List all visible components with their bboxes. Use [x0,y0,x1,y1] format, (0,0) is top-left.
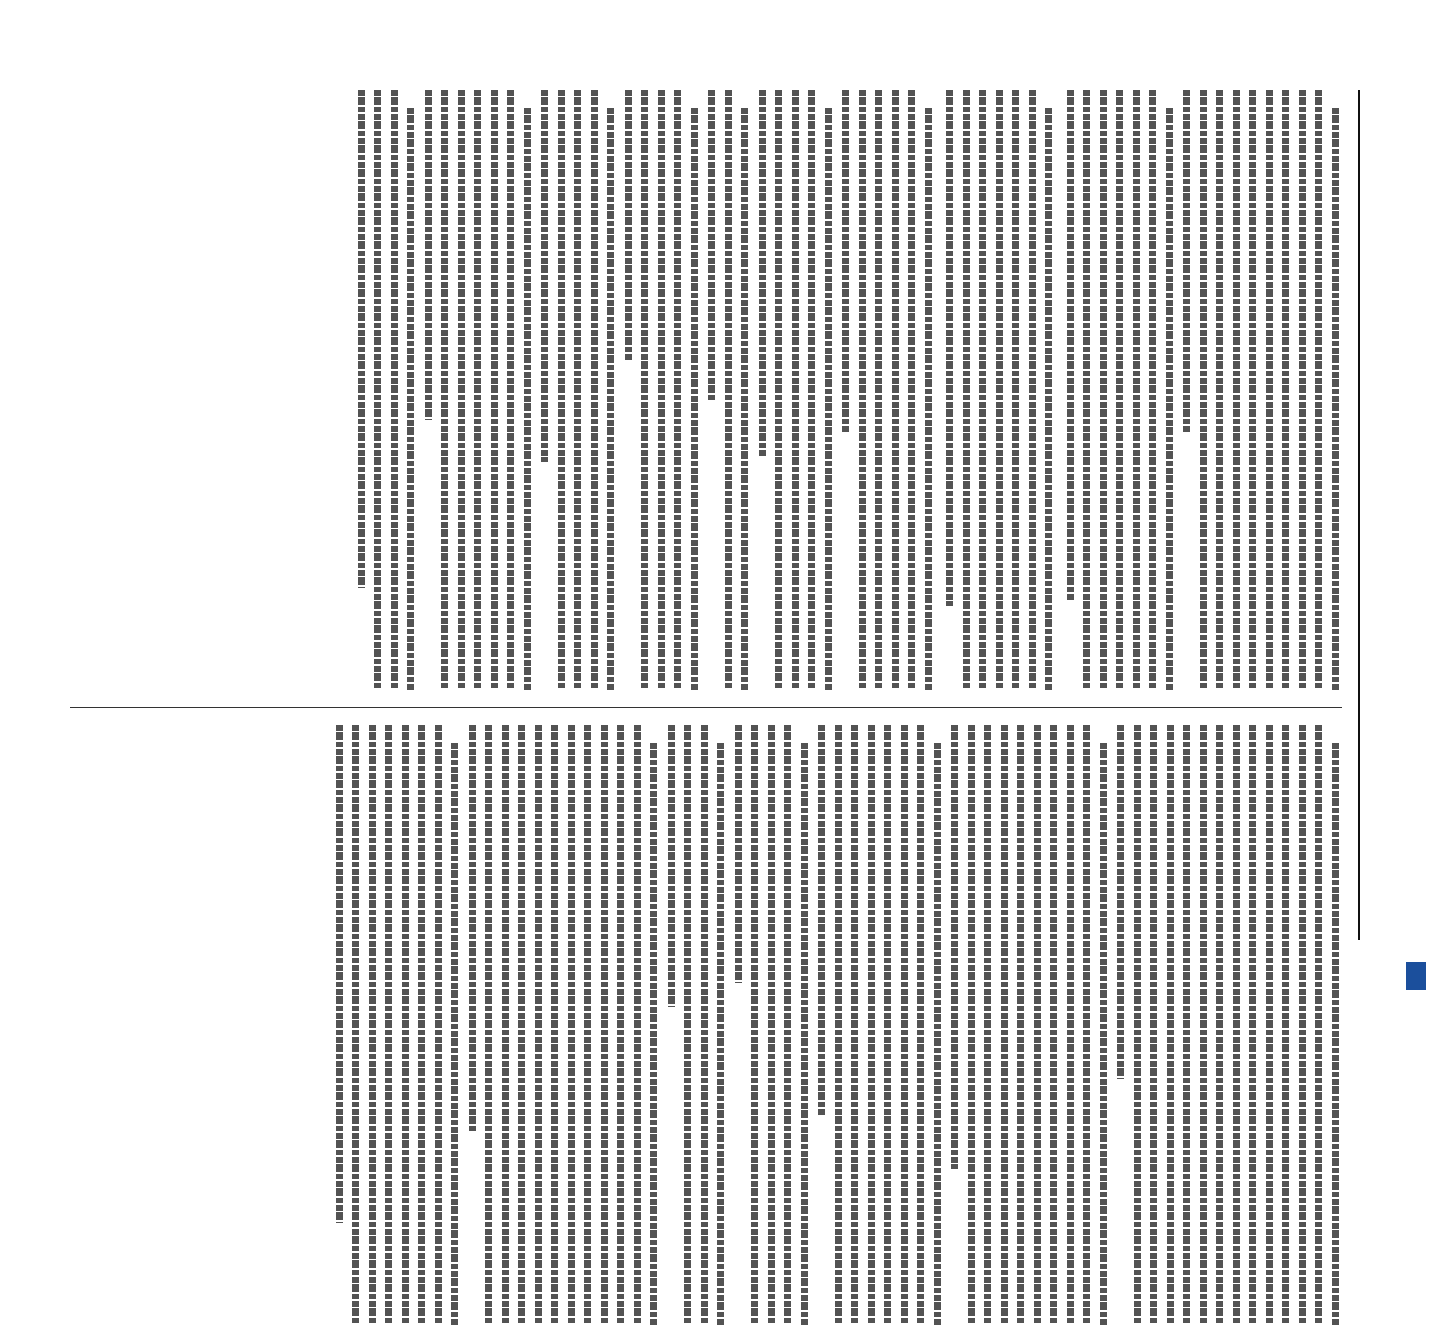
right-text-line [562,725,576,1325]
illegible-text-placeholder [876,90,883,690]
illegible-text-placeholder [675,90,682,690]
left-text-line [1326,90,1340,690]
illegible-text-placeholder [568,725,575,1325]
right-text-line [1326,725,1340,1325]
illegible-text-placeholder [524,108,531,690]
illegible-text-placeholder [691,108,698,690]
right-text-line [1077,725,1091,1325]
illegible-text-placeholder [452,743,459,1325]
left-paragraph [702,90,749,690]
illegible-text-placeholder [625,90,632,360]
illegible-text-placeholder [491,90,498,690]
right-text-line [1028,725,1042,1325]
illegible-text-placeholder [1134,725,1141,1325]
left-text-line [1023,90,1037,690]
left-text-line [468,90,482,690]
right-text-line [512,725,526,1325]
illegible-text-placeholder [859,90,866,690]
illegible-text-placeholder [809,90,816,690]
column-divider [70,707,1342,708]
left-text-line [1160,90,1174,690]
left-text-line [518,90,532,690]
illegible-text-placeholder [1166,108,1173,690]
illegible-text-placeholder [458,90,465,690]
illegible-text-placeholder [996,90,1003,690]
right-text-line [545,725,559,1325]
left-text-line [869,90,883,690]
left-text-line [919,90,933,690]
left-text-line [819,90,833,690]
left-text-line [601,90,615,690]
left-text-line [786,90,800,690]
illegible-text-placeholder [1250,725,1257,1325]
left-text-line [735,90,749,690]
illegible-text-placeholder [442,90,449,690]
right-text-line [1044,725,1058,1325]
illegible-text-placeholder [634,725,641,1325]
illegible-text-placeholder [386,725,393,1325]
illegible-text-placeholder [1266,725,1273,1325]
left-text-line [769,90,783,690]
illegible-text-placeholder [1332,743,1339,1325]
illegible-text-placeholder [709,90,716,402]
right-text-line [429,725,443,1325]
right-text-line [1111,725,1125,1325]
right-text-line [962,725,976,1325]
right-text-line [644,725,658,1325]
illegible-text-placeholder [558,90,565,690]
illegible-text-placeholder [1029,90,1036,690]
right-text-line [895,725,909,1325]
illegible-text-placeholder [651,743,658,1325]
illegible-text-placeholder [519,725,526,1325]
illegible-text-placeholder [1184,90,1191,432]
left-text-line [1210,90,1224,690]
right-text-line [795,725,809,1325]
right-text-line [829,725,843,1325]
left-paragraph [753,90,833,690]
left-text-line [419,90,433,690]
illegible-text-placeholder [768,725,775,1325]
illegible-text-placeholder [1046,108,1053,690]
illegible-text-placeholder [968,725,975,1325]
right-text-line [529,725,543,1325]
illegible-text-placeholder [1266,90,1273,690]
left-text-line [635,90,649,690]
right-text-line [1276,725,1290,1325]
right-text-line [346,725,360,1325]
illegible-text-placeholder [575,90,582,690]
left-text-line [1194,90,1208,690]
illegible-text-placeholder [658,90,665,690]
illegible-text-placeholder [1299,725,1306,1325]
right-text-line [1293,725,1307,1325]
illegible-text-placeholder [425,90,432,420]
illegible-text-placeholder [1118,725,1125,1079]
illegible-text-placeholder [1117,90,1124,690]
right-text-line [711,725,725,1325]
illegible-text-placeholder [1332,108,1339,690]
illegible-text-placeholder [1217,90,1224,690]
right-text-line [1128,725,1142,1325]
left-text-line [585,90,599,690]
illegible-text-placeholder [1100,90,1107,690]
right-text-line [396,725,410,1325]
left-text-line [1293,90,1307,690]
left-text-line [401,90,415,690]
illegible-text-placeholder [1316,725,1323,1325]
illegible-text-placeholder [1233,90,1240,690]
right-text-line [862,725,876,1325]
illegible-text-placeholder [1013,90,1020,690]
illegible-text-placeholder [408,108,415,690]
illegible-text-placeholder [1150,90,1157,690]
left-text-line [853,90,867,690]
right-text-line [812,725,826,1325]
right-text-line [745,725,759,1325]
illegible-text-placeholder [369,725,376,1325]
illegible-text-placeholder [776,90,783,690]
right-text-line [1227,725,1241,1325]
left-text-line [886,90,900,690]
right-text-line [363,725,377,1325]
illegible-text-placeholder [1084,725,1091,1325]
right-text-line [878,725,892,1325]
illegible-text-placeholder [685,725,692,1325]
illegible-text-placeholder [892,90,899,690]
illegible-text-placeholder [1299,90,1306,690]
page-header [1358,90,1396,940]
right-paragraph [662,725,725,1325]
illegible-text-placeholder [901,725,908,1325]
illegible-text-placeholder [801,743,808,1325]
left-paragraph [352,90,415,690]
right-text-line [1144,725,1158,1325]
right-text-line [1260,725,1274,1325]
illegible-text-placeholder [336,725,343,1223]
left-text-line [973,90,987,690]
illegible-text-placeholder [985,725,992,1325]
illegible-text-placeholder [792,90,799,690]
illegible-text-placeholder [1250,90,1257,690]
illegible-text-placeholder [608,108,615,690]
illegible-text-placeholder [1233,725,1240,1325]
digitization-banner [1398,0,1432,1000]
left-text-line [1177,90,1191,690]
illegible-text-placeholder [1100,743,1107,1325]
right-text-column [70,725,1342,1325]
illegible-text-placeholder [486,725,493,1325]
left-text-line [1061,90,1075,690]
left-text-line [1039,90,1053,690]
right-text-line [762,725,776,1325]
illegible-text-placeholder [868,725,875,1325]
left-text-line [668,90,682,690]
left-text-line [1127,90,1141,690]
illegible-text-placeholder [642,90,649,690]
illegible-text-placeholder [358,90,365,588]
illegible-text-placeholder [535,725,542,1325]
illegible-text-placeholder [819,725,826,1115]
illegible-text-placeholder [1067,90,1074,600]
left-text-line [552,90,566,690]
right-paragraph [945,725,1107,1325]
illegible-text-placeholder [435,725,442,1325]
right-text-line [611,725,625,1325]
right-text-line [678,725,692,1325]
illegible-text-placeholder [1283,90,1290,690]
right-paragraph [1111,725,1339,1325]
illegible-text-placeholder [375,90,382,690]
left-text-line [1143,90,1157,690]
left-text-line [652,90,666,690]
illegible-text-placeholder [934,743,941,1325]
right-text-line [1161,725,1175,1325]
illegible-text-placeholder [1001,725,1008,1325]
right-text-line [1309,725,1323,1325]
left-text-line [836,90,850,690]
left-paragraph [535,90,615,690]
left-text-line [1094,90,1108,690]
right-text-line [479,725,493,1325]
right-text-line [578,725,592,1325]
right-text-line [595,725,609,1325]
left-text-line [568,90,582,690]
illegible-text-placeholder [1133,90,1140,690]
left-text-column [70,90,1342,690]
illegible-text-placeholder [825,108,832,690]
right-text-line [778,725,792,1325]
illegible-text-placeholder [1283,725,1290,1325]
illegible-text-placeholder [1167,725,1174,1325]
left-text-line [1243,90,1257,690]
illegible-text-placeholder [1151,725,1158,1325]
left-text-line [452,90,466,690]
illegible-text-placeholder [585,725,592,1325]
illegible-text-placeholder [1217,725,1224,1325]
illegible-text-placeholder [925,108,932,690]
illegible-text-placeholder [963,90,970,690]
illegible-text-placeholder [852,725,859,1325]
left-text-line [435,90,449,690]
illegible-text-placeholder [835,725,842,1325]
illegible-text-placeholder [502,725,509,1325]
illegible-text-placeholder [701,725,708,1325]
illegible-text-placeholder [601,725,608,1325]
illegible-text-placeholder [1200,90,1207,690]
left-text-line [485,90,499,690]
illegible-text-placeholder [469,725,476,1133]
illegible-text-placeholder [1051,725,1058,1325]
right-text-line [1243,725,1257,1325]
illegible-text-placeholder [735,725,742,983]
illegible-text-placeholder [885,725,892,1325]
left-text-line [1260,90,1274,690]
left-text-line [535,90,549,690]
illegible-text-placeholder [752,725,759,1325]
left-text-line [1227,90,1241,690]
left-text-line [1110,90,1124,690]
right-text-line [928,725,942,1325]
left-text-line [1077,90,1091,690]
left-paragraph [1061,90,1174,690]
left-text-line [501,90,515,690]
illegible-text-placeholder [353,725,360,1325]
illegible-text-placeholder [742,108,749,690]
illegible-text-placeholder [668,725,675,1007]
left-text-line [352,90,366,690]
illegible-text-placeholder [909,90,916,690]
dfg-logo-icon [1406,962,1426,990]
left-paragraph [419,90,532,690]
illegible-text-placeholder [1184,725,1191,1325]
left-text-line [368,90,382,690]
right-text-line [379,725,393,1325]
right-text-line [662,725,676,1325]
illegible-text-placeholder [475,90,482,690]
right-text-line [1194,725,1208,1325]
right-paragraph [729,725,809,1325]
left-text-line [685,90,699,690]
illegible-text-placeholder [843,90,850,432]
right-text-line [496,725,510,1325]
left-text-line [990,90,1004,690]
right-text-line [1177,725,1191,1325]
left-text-line [902,90,916,690]
illegible-text-placeholder [552,725,559,1325]
left-text-line [802,90,816,690]
illegible-text-placeholder [419,725,426,1325]
illegible-text-placeholder [508,90,515,690]
left-text-line [957,90,971,690]
right-text-line [1011,725,1025,1325]
illegible-text-placeholder [947,90,954,606]
right-text-line [729,725,743,1325]
right-text-line [628,725,642,1325]
left-paragraph [1177,90,1339,690]
illegible-text-placeholder [391,90,398,690]
right-text-line [911,725,925,1325]
right-text-line [463,725,477,1325]
right-text-line [412,725,426,1325]
left-paragraph [619,90,699,690]
left-text-line [385,90,399,690]
illegible-text-placeholder [785,725,792,1325]
illegible-text-placeholder [1200,725,1207,1325]
right-text-line [845,725,859,1325]
right-text-line [695,725,709,1325]
right-text-line [995,725,1009,1325]
illegible-text-placeholder [718,743,725,1325]
left-paragraph [836,90,932,690]
left-text-line [702,90,716,690]
right-text-line [330,725,344,1325]
right-text-line [445,725,459,1325]
left-text-line [1309,90,1323,690]
illegible-text-placeholder [591,90,598,690]
right-paragraph [330,725,459,1325]
illegible-text-placeholder [1067,725,1074,1325]
right-text-line [1061,725,1075,1325]
illegible-text-placeholder [542,90,549,462]
right-text-line [1210,725,1224,1325]
left-text-line [619,90,633,690]
illegible-text-placeholder [402,725,409,1325]
illegible-text-placeholder [980,90,987,690]
right-paragraph [812,725,941,1325]
left-text-line [753,90,767,690]
left-text-line [719,90,733,690]
illegible-text-placeholder [1034,725,1041,1325]
illegible-text-placeholder [1018,725,1025,1325]
illegible-text-placeholder [1316,90,1323,690]
right-text-line [945,725,959,1325]
illegible-text-placeholder [1084,90,1091,690]
illegible-text-placeholder [618,725,625,1325]
right-paragraph [463,725,658,1325]
right-text-line [978,725,992,1325]
illegible-text-placeholder [759,90,766,456]
right-text-line [1094,725,1108,1325]
left-text-line [940,90,954,690]
illegible-text-placeholder [952,725,959,1169]
left-text-line [1276,90,1290,690]
illegible-text-placeholder [918,725,925,1325]
illegible-text-placeholder [725,90,732,690]
left-text-line [1006,90,1020,690]
left-paragraph [940,90,1053,690]
